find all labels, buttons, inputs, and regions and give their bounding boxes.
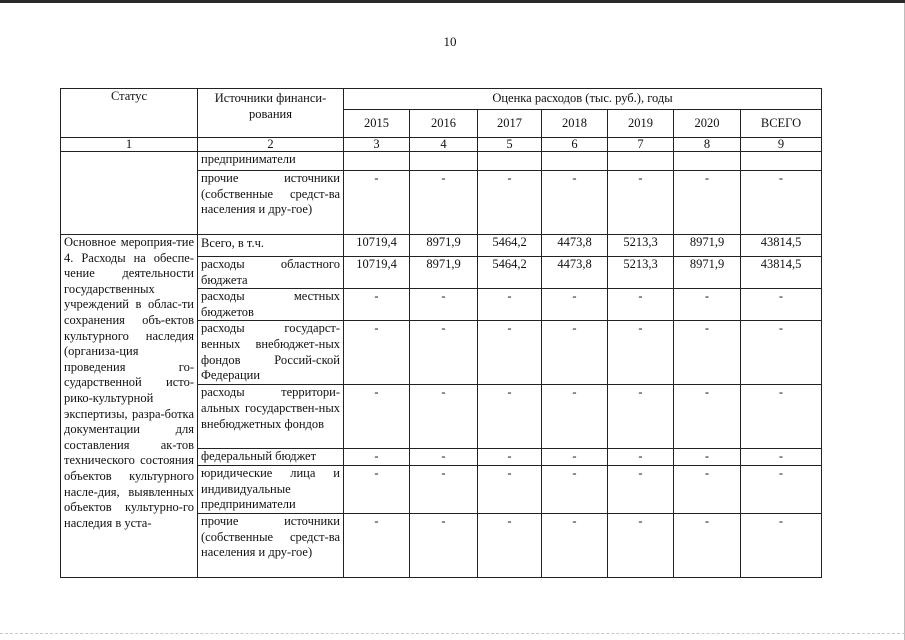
value-cell bbox=[410, 152, 478, 171]
value-cell: - bbox=[741, 171, 822, 235]
value-cell: - bbox=[542, 513, 608, 577]
value-cell: - bbox=[674, 289, 741, 321]
column-number: 1 bbox=[61, 138, 198, 152]
value-cell: - bbox=[410, 513, 478, 577]
column-number-row bbox=[61, 138, 822, 152]
column-number: 7 bbox=[608, 138, 674, 152]
header-estimate: Оценка расходов (тыс. руб.), годы bbox=[344, 89, 822, 110]
column-number: 2 bbox=[198, 138, 344, 152]
value-cell: - bbox=[741, 465, 822, 513]
source-cell: прочие источники (собственные средст-ва населения и дру-гое) bbox=[198, 513, 344, 577]
value-cell: - bbox=[674, 321, 741, 385]
value-cell: 4473,8 bbox=[542, 257, 608, 289]
value-cell: - bbox=[674, 513, 741, 577]
table-row bbox=[61, 152, 822, 171]
value-cell: - bbox=[674, 449, 741, 466]
value-cell: - bbox=[608, 289, 674, 321]
source-cell: предприниматели bbox=[198, 152, 344, 171]
value-cell: - bbox=[410, 449, 478, 466]
column-number: 3 bbox=[344, 138, 410, 152]
table-row bbox=[61, 235, 822, 257]
value-cell: - bbox=[478, 289, 542, 321]
value-cell: 4473,8 bbox=[542, 235, 608, 257]
header-row-1 bbox=[61, 89, 822, 110]
value-cell: - bbox=[542, 385, 608, 449]
value-cell bbox=[741, 152, 822, 171]
source-cell: расходы местных бюджетов bbox=[198, 289, 344, 321]
header-year: 2017 bbox=[478, 110, 542, 138]
value-cell: - bbox=[410, 321, 478, 385]
column-number: 8 bbox=[674, 138, 741, 152]
header-year: 2018 bbox=[542, 110, 608, 138]
column-number: 9 bbox=[741, 138, 822, 152]
source-cell: расходы территори-альных государствен-ных внебюджетных фондов bbox=[198, 385, 344, 449]
value-cell: - bbox=[608, 321, 674, 385]
value-cell: - bbox=[674, 465, 741, 513]
scan-top-border bbox=[0, 0, 905, 3]
value-cell: - bbox=[542, 465, 608, 513]
value-cell bbox=[542, 152, 608, 171]
column-number: 4 bbox=[410, 138, 478, 152]
value-cell: 8971,9 bbox=[410, 257, 478, 289]
value-cell: - bbox=[674, 385, 741, 449]
value-cell: - bbox=[410, 385, 478, 449]
value-cell bbox=[608, 152, 674, 171]
value-cell: - bbox=[478, 465, 542, 513]
value-cell: - bbox=[608, 449, 674, 466]
value-cell: - bbox=[344, 289, 410, 321]
value-cell: - bbox=[344, 385, 410, 449]
value-cell: - bbox=[542, 449, 608, 466]
status-cell-empty bbox=[61, 152, 198, 235]
value-cell: - bbox=[741, 289, 822, 321]
value-cell: - bbox=[478, 321, 542, 385]
value-cell: 10719,4 bbox=[344, 235, 410, 257]
value-cell: 8971,9 bbox=[410, 235, 478, 257]
value-cell: - bbox=[344, 171, 410, 235]
value-cell: - bbox=[608, 385, 674, 449]
column-number: 5 bbox=[478, 138, 542, 152]
value-cell: - bbox=[608, 465, 674, 513]
value-cell bbox=[478, 152, 542, 171]
page-number: 10 bbox=[443, 34, 457, 49]
value-cell bbox=[344, 152, 410, 171]
scan-bottom-noise bbox=[0, 633, 905, 635]
value-cell: - bbox=[410, 465, 478, 513]
value-cell: - bbox=[741, 513, 822, 577]
value-cell: 8971,9 bbox=[674, 257, 741, 289]
value-cell: - bbox=[542, 171, 608, 235]
value-cell: 43814,5 bbox=[741, 235, 822, 257]
header-year: 2020 bbox=[674, 110, 741, 138]
value-cell: 5464,2 bbox=[478, 257, 542, 289]
value-cell: 43814,5 bbox=[741, 257, 822, 289]
value-cell: - bbox=[741, 449, 822, 466]
header-year: 2015 bbox=[344, 110, 410, 138]
source-cell: федеральный бюджет bbox=[198, 449, 344, 466]
value-cell: - bbox=[410, 171, 478, 235]
value-cell: - bbox=[608, 513, 674, 577]
header-sources: Источники финанси-рования bbox=[198, 89, 344, 138]
value-cell bbox=[674, 152, 741, 171]
source-cell: прочие источники (собственные средст-ва населения и дру-гое) bbox=[198, 171, 344, 235]
expense-table bbox=[60, 88, 822, 578]
value-cell: - bbox=[741, 385, 822, 449]
value-cell: - bbox=[674, 171, 741, 235]
value-cell: - bbox=[344, 513, 410, 577]
value-cell: - bbox=[741, 321, 822, 385]
value-cell: - bbox=[542, 289, 608, 321]
value-cell: 10719,4 bbox=[344, 257, 410, 289]
header-total: ВСЕГО bbox=[741, 110, 822, 138]
header-status: Статус bbox=[61, 89, 198, 138]
header-year: 2019 bbox=[608, 110, 674, 138]
value-cell: 8971,9 bbox=[674, 235, 741, 257]
value-cell: - bbox=[608, 171, 674, 235]
source-cell: юридические лица и индивидуальные предприниматели bbox=[198, 465, 344, 513]
column-number: 6 bbox=[542, 138, 608, 152]
value-cell: - bbox=[410, 289, 478, 321]
status-cell: Основное мероприя-тие 4. Расходы на обеспе-чение деятельности государственных учреждений в облас-ти сохранения объ-ектов культурного наследия (организа-ция проведения го-сударственной исто-рико-культурной экспертизы, разра-ботка документации для составления ак-тов технического состояния объектов культурного насле-дия, выявленных объектов культурно-го наследия в уста- bbox=[61, 235, 198, 578]
value-cell: 5213,3 bbox=[608, 257, 674, 289]
value-cell: - bbox=[344, 465, 410, 513]
value-cell: - bbox=[478, 171, 542, 235]
source-cell: расходы государст-венных внебюджет-ных фондов Россий-ской Федерации bbox=[198, 321, 344, 385]
value-cell: - bbox=[542, 321, 608, 385]
value-cell: - bbox=[478, 513, 542, 577]
value-cell: 5213,3 bbox=[608, 235, 674, 257]
header-year: 2016 bbox=[410, 110, 478, 138]
value-cell: 5464,2 bbox=[478, 235, 542, 257]
source-cell: расходы областного бюджета bbox=[198, 257, 344, 289]
source-cell: Всего, в т.ч. bbox=[198, 235, 344, 257]
value-cell: - bbox=[478, 385, 542, 449]
value-cell: - bbox=[344, 321, 410, 385]
value-cell: - bbox=[478, 449, 542, 466]
value-cell: - bbox=[344, 449, 410, 466]
